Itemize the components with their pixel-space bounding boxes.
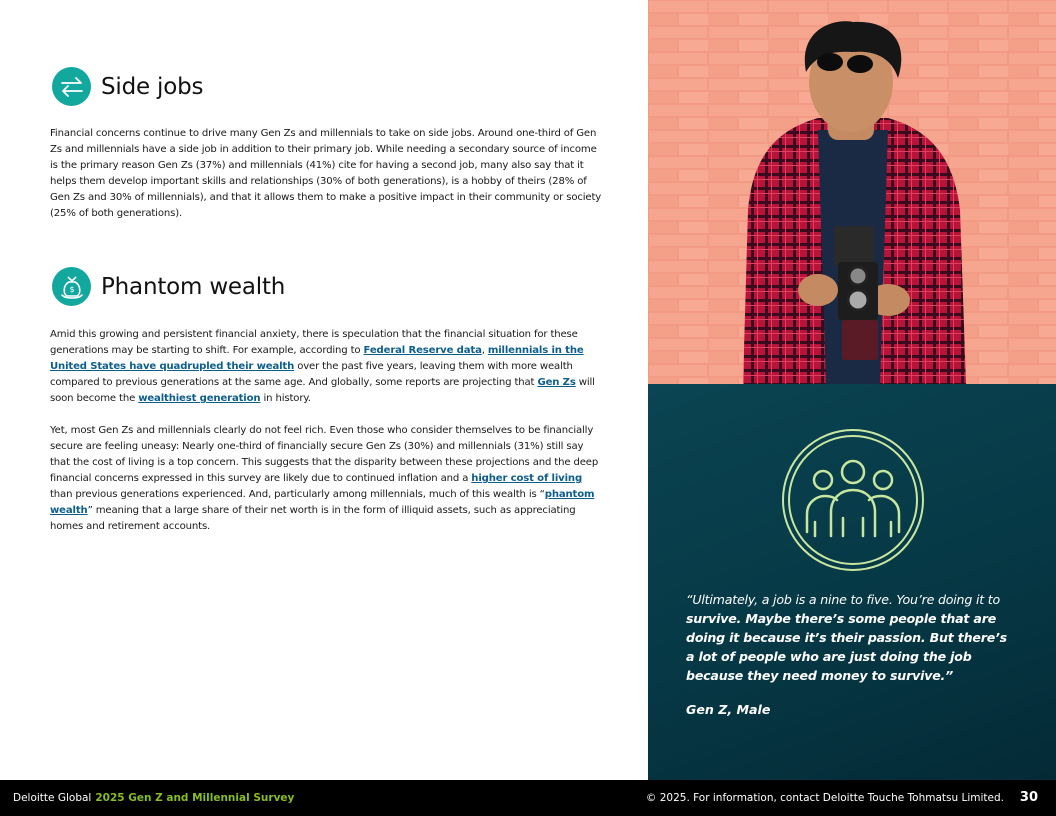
footer-brand-name: Deloitte Global (13, 792, 92, 804)
quote-first-line: “Ultimately, a job is a nine to five. You’re doing it to (686, 592, 1001, 607)
phantom-wealth-paragraph-1 (50, 327, 602, 407)
group-people-icon (781, 428, 925, 577)
quote-panel (648, 384, 1056, 780)
higher-cost-of-living-link[interactable]: higher cost of living (471, 473, 583, 484)
text-span: than previous generations experienced. And, particularly among millennials, much of this wealth is “ (50, 489, 545, 500)
gen-zs-link[interactable]: Gen Zs (537, 377, 576, 388)
photo-man-with-camera (648, 0, 1056, 384)
arrows-exchange-icon (52, 67, 91, 106)
money-bag-icon (52, 267, 91, 306)
svg-text:$: $ (68, 284, 75, 294)
footer (0, 780, 1056, 816)
text-span: , (481, 345, 488, 356)
text-span: will soon become the (50, 377, 595, 404)
text-span: in history. (260, 393, 311, 404)
side-jobs-heading (52, 67, 203, 106)
quote-rest: survive. Maybe there’s some people that are doing it because it’s their passion. But there’s a lot of people who are just doing the job because they need money to survive.” (686, 611, 1007, 683)
side-jobs-title: Side jobs (101, 73, 204, 100)
quote-attribution: Gen Z, Male (686, 702, 771, 717)
phantom-wealth-heading (52, 267, 285, 306)
wealthiest-generation-link[interactable]: wealthiest generation (138, 393, 261, 404)
phantom-wealth-link[interactable]: phantom wealth (50, 489, 595, 516)
side-jobs-paragraph: Financial concerns continue to drive many Gen Zs and millennials to take on side jobs. Around one-third of Gen Zs and millennials have a side job in addition to their primary job. While needing a secondary source of income is the primary reason Gen Zs (37%) and millennials (41%) cite for having a second job, many also say that it helps them develop important skills and relationships (30% of both generations), is a hobby of theirs (28% of Gen Zs and 30% of millennials), and that it allows them to make a positive impact in their community or society (25% of both generations). (50, 128, 602, 219)
text-span: over the past five years, leaving them with more wealth compared to previous generations at the same age. And globally, some reports are projecting that (50, 361, 573, 388)
quote-text (686, 590, 1016, 685)
footer-copyright: © 2025. For information, contact Deloitte Touche Tohmatsu Limited. (645, 792, 1004, 804)
millennials-wealth-link[interactable]: millennials in the United States have quadrupled their wealth (50, 345, 584, 372)
federal-reserve-data-link[interactable]: Federal Reserve data (363, 345, 482, 356)
phantom-wealth-title: Phantom wealth (101, 273, 286, 300)
page-number: 30 (1019, 790, 1038, 805)
text-span: Yet, most Gen Zs and millennials clearly do not feel rich. Even those who consider themselves to be financially secure are feeling uneasy: Nearly one-third of financially secure Gen Zs (30%) and millennials (31%) still say that the cost of living is a top concern. This suggests that the disparity between these projections and the deep financial concerns expressed in this survey are likely due to continued inflation and a (50, 425, 599, 484)
text-span: ” meaning that a large share of their net worth is in the form of illiquid assets, such as appreciating homes and retirement accounts. (50, 505, 576, 532)
phantom-wealth-paragraph-2 (50, 423, 602, 535)
footer-brand (13, 792, 294, 804)
footer-survey-title: 2025 Gen Z and Millennial Survey (95, 792, 295, 804)
text-span: Amid this growing and persistent financial anxiety, there is speculation that the financial situation for these generations may be starting to shift. For example, according to (50, 329, 578, 356)
